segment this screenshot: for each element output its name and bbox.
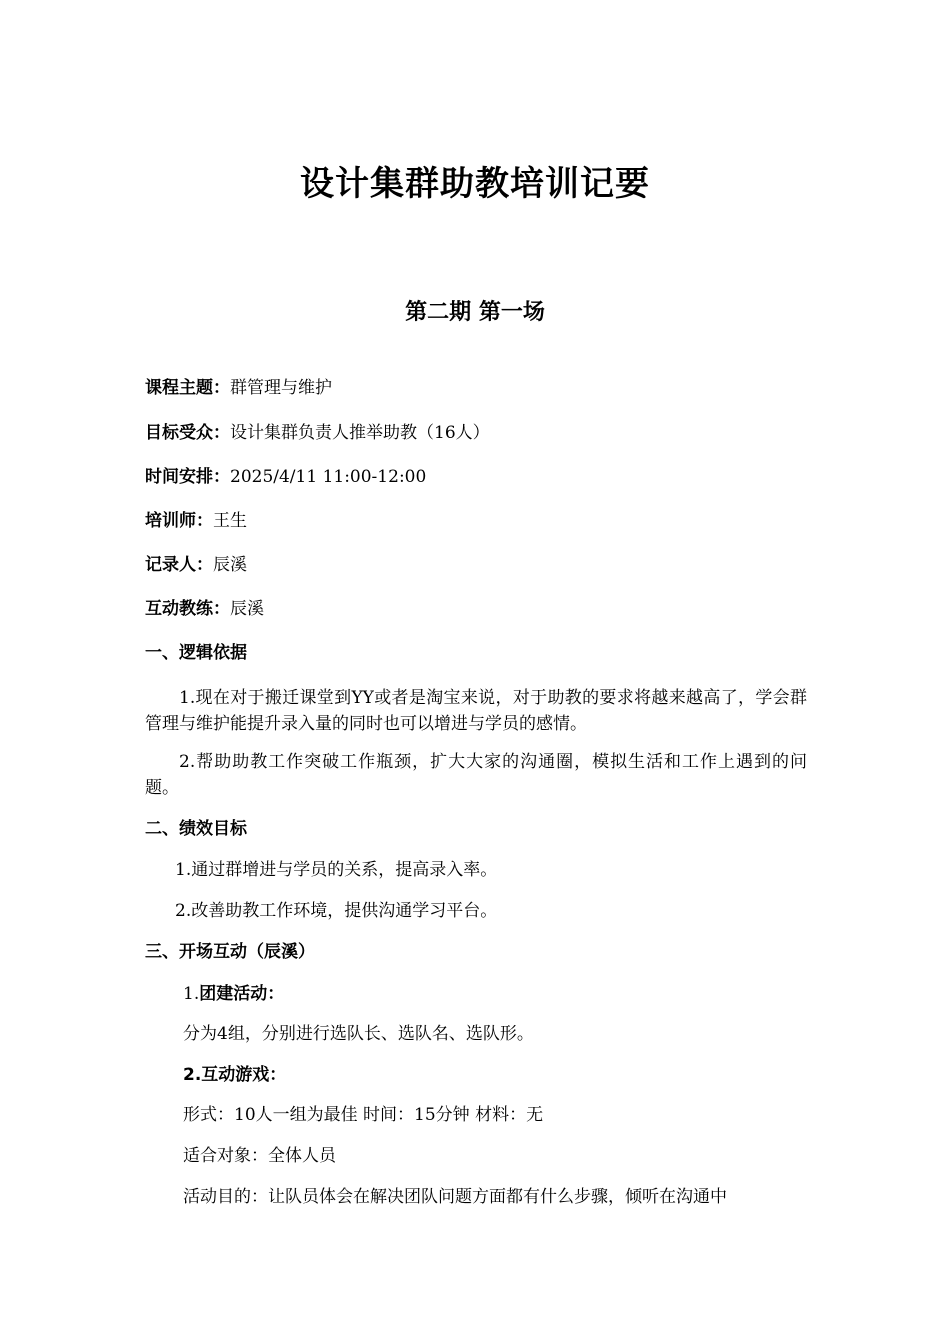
section3-item2-purpose: 活动目的：让队员体会在解决团队问题方面都有什么步骤，倾听在沟通中 (183, 1187, 727, 1207)
section1-para-2: 2.帮助助教工作突破工作瓶颈，扩大大家的沟通圈，模拟生活和工作上遇到的问题。 (145, 752, 807, 798)
info-target-audience (145, 420, 815, 446)
section2-item-1: 1.通过群增进与学员的关系，提高录入率。 (175, 860, 498, 880)
info-schedule (145, 464, 815, 490)
section3-item2-form: 形式：10人一组为最佳 时间：15分钟 材料：无 (183, 1105, 544, 1125)
section2-item-2: 2.改善助教工作环境，提供沟通学习平台。 (175, 901, 498, 921)
info-value: 王生 (213, 511, 247, 531)
document-title: 设计集群助教培训记要 (300, 164, 650, 204)
info-key: 目标受众： (145, 423, 230, 443)
info-key: 培训师： (145, 511, 213, 531)
info-value: 设计集群负责人推举助教（16人） (230, 423, 490, 443)
info-coach (145, 596, 815, 622)
info-value: 辰溪 (213, 555, 247, 575)
section3-item2-target: 适合对象：全体人员 (183, 1146, 336, 1166)
section3-item2-title: 2.互动游戏： (183, 1065, 287, 1085)
item-label: 团建活动： (199, 984, 285, 1004)
section1-para-1: 1.现在对于搬迁课堂到YY或者是淘宝来说，对于助教的要求将越来越高了，学会群管理与维护能提升录入量的同时也可以增进与学员的感情。 (145, 688, 807, 734)
info-value: 2025/4/11 11:00-12:00 (230, 467, 427, 487)
section3-heading: 三、开场互动（辰溪） (145, 942, 315, 962)
info-key: 课程主题： (145, 378, 230, 398)
info-recorder (145, 552, 815, 578)
info-value: 群管理与维护 (230, 378, 332, 398)
section3-item1-text: 分为4组，分别进行选队长、选队名、选队形。 (183, 1024, 534, 1044)
info-value: 辰溪 (230, 599, 264, 619)
info-key: 互动教练： (145, 599, 230, 619)
section1-heading: 一、逻辑依据 (145, 643, 247, 663)
info-trainer (145, 508, 815, 534)
info-key: 记录人： (145, 555, 213, 575)
info-key: 时间安排： (145, 467, 230, 487)
document-subtitle: 第二期 第一场 (405, 300, 545, 325)
item-number: 1. (183, 984, 200, 1004)
section2-heading: 二、绩效目标 (145, 819, 247, 839)
info-course-topic (145, 375, 815, 401)
section3-item1-title (183, 981, 853, 1007)
